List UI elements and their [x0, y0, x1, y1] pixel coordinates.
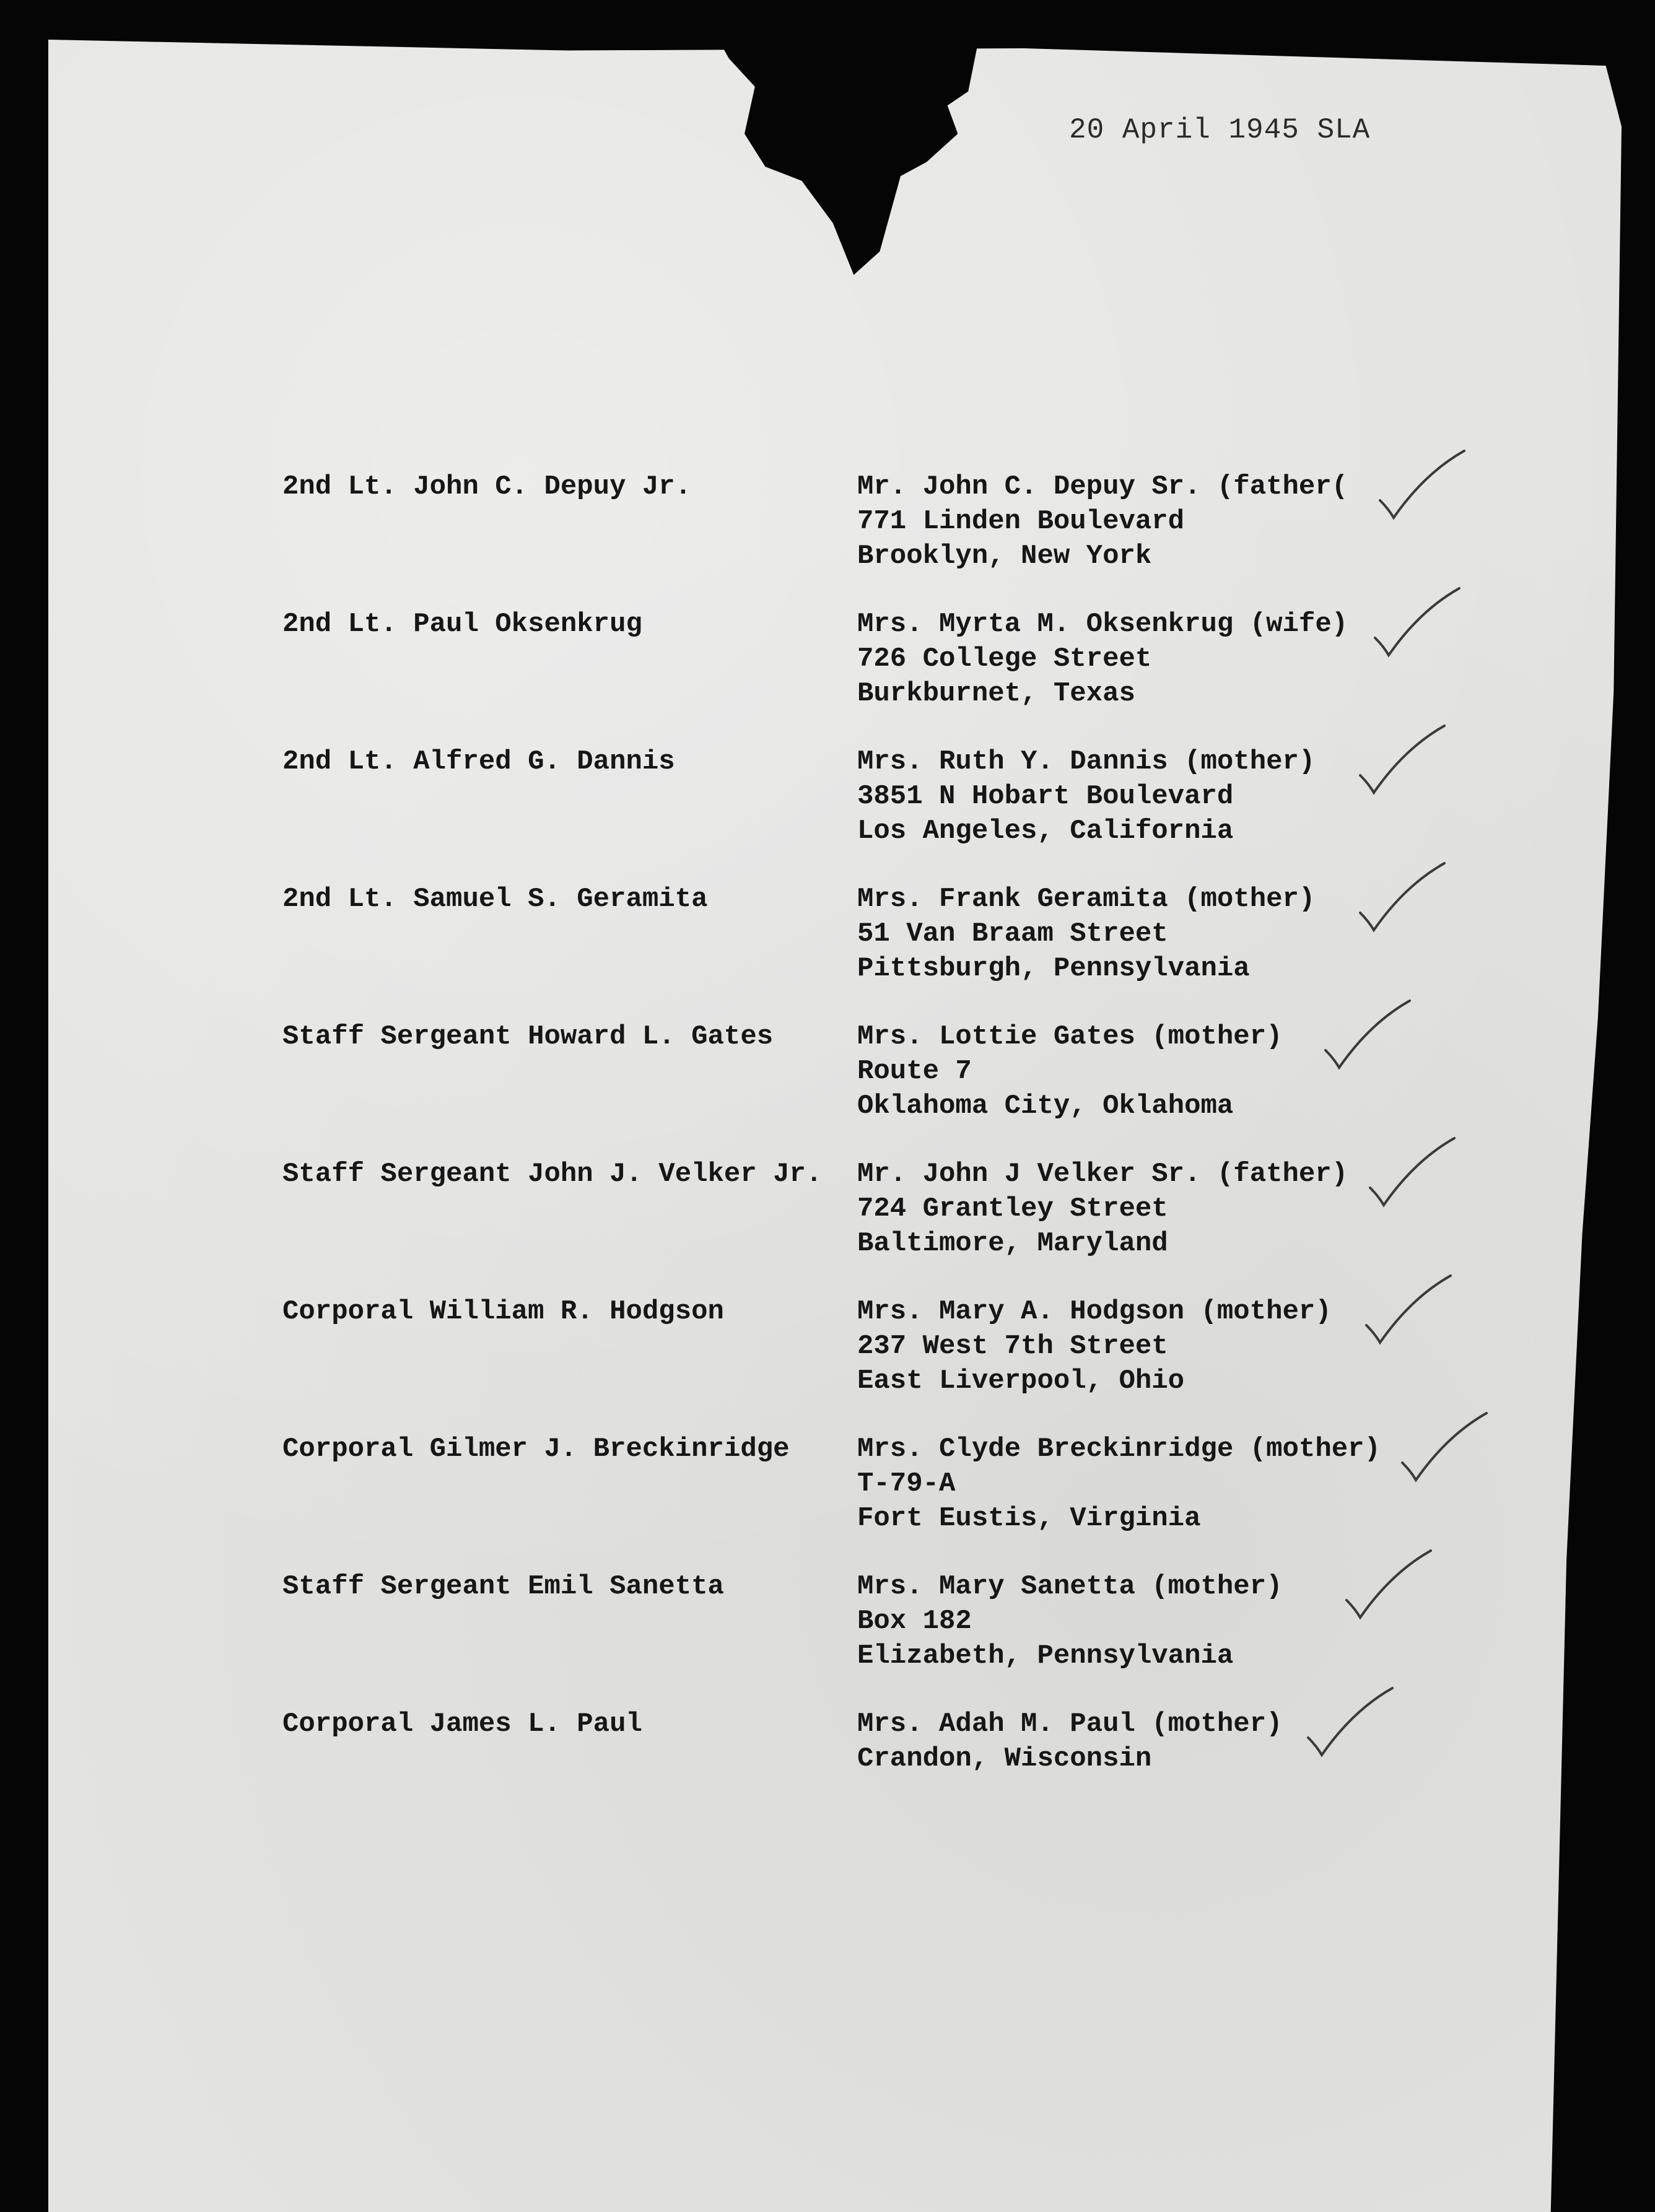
check-mark-icon: [1371, 448, 1470, 523]
kin-city: Baltimore, Maryland: [857, 1228, 1168, 1259]
casualty-list: [282, 469, 1496, 1844]
kin-address: 771 Linden Boulevard: [857, 506, 1185, 537]
soldier-name: Staff Sergeant John J. Velker Jr.: [282, 1159, 823, 1190]
kin-name: Mrs. Lottie Gates (mother): [857, 1021, 1283, 1052]
soldier-name: 2nd Lt. John C. Depuy Jr.: [282, 471, 692, 502]
kin-address: 724 Grantley Street: [857, 1193, 1168, 1224]
list-entry: [282, 1019, 1496, 1157]
soldier-name: Corporal William R. Hodgson: [282, 1296, 724, 1327]
list-entry: [282, 1432, 1496, 1569]
list-entry: [282, 744, 1496, 882]
kin-city: Pittsburgh, Pennsylvania: [857, 953, 1250, 984]
kin-address: 51 Van Braam Street: [857, 918, 1168, 949]
kin-address: 237 West 7th Street: [857, 1331, 1168, 1362]
soldier-name: Corporal Gilmer J. Breckinridge: [282, 1434, 790, 1465]
kin-address: T-79-A: [857, 1468, 956, 1499]
next-of-kin: [857, 1569, 1496, 1707]
check-mark-icon: [1394, 1411, 1493, 1485]
list-entry: [282, 1294, 1496, 1432]
document-date: 20 April 1945 SLA: [1069, 114, 1371, 146]
kin-city: Oklahoma City, Oklahoma: [857, 1091, 1234, 1121]
soldier-name: Staff Sergeant Emil Sanetta: [282, 1571, 724, 1602]
kin-name: Mrs. Mary Sanetta (mother): [857, 1571, 1283, 1602]
soldier-name: Staff Sergeant Howard L. Gates: [282, 1021, 774, 1052]
kin-name: Mrs. Mary A. Hodgson (mother): [857, 1296, 1332, 1327]
check-mark-icon: [1361, 1136, 1461, 1210]
check-mark-icon: [1338, 1548, 1437, 1622]
kin-name: Mrs. Clyde Breckinridge (mother): [857, 1434, 1381, 1465]
kin-city: Los Angeles, California: [857, 816, 1234, 847]
kin-city: Brooklyn, New York: [857, 541, 1152, 572]
kin-city: Fort Eustis, Virginia: [857, 1503, 1201, 1534]
soldier-name: 2nd Lt. Alfred G. Dannis: [282, 746, 675, 777]
list-entry: [282, 607, 1496, 744]
kin-address: Route 7: [857, 1056, 972, 1087]
check-mark-icon: [1352, 861, 1451, 935]
kin-name: Mrs. Adah M. Paul (mother): [857, 1709, 1283, 1740]
check-mark-icon: [1366, 586, 1465, 660]
kin-address: Box 182: [857, 1606, 972, 1637]
soldier-name: 2nd Lt. Paul Oksenkrug: [282, 609, 642, 640]
check-mark-icon: [1358, 1273, 1457, 1348]
list-entry: [282, 469, 1496, 607]
kin-name: Mr. John C. Depuy Sr. (father(: [857, 471, 1348, 502]
kin-address: 3851 N Hobart Boulevard: [857, 781, 1234, 812]
check-mark-icon: [1317, 998, 1416, 1073]
kin-city: Burkburnet, Texas: [857, 678, 1135, 709]
check-mark-icon: [1299, 1686, 1399, 1760]
next-of-kin: [857, 1707, 1496, 1844]
kin-name: Mrs. Ruth Y. Dannis (mother): [857, 746, 1316, 777]
kin-address: 726 College Street: [857, 643, 1152, 674]
kin-name: Mrs. Myrta M. Oksenkrug (wife): [857, 609, 1348, 640]
soldier-name: 2nd Lt. Samuel S. Geramita: [282, 884, 708, 915]
kin-city: East Liverpool, Ohio: [857, 1365, 1185, 1396]
kin-name: Mrs. Frank Geramita (mother): [857, 884, 1316, 915]
soldier-name: Corporal James L. Paul: [282, 1709, 642, 1740]
list-entry: [282, 1157, 1496, 1294]
list-entry: [282, 882, 1496, 1019]
kin-city: Elizabeth, Pennsylvania: [857, 1640, 1234, 1671]
kin-city: Crandon, Wisconsin: [857, 1743, 1152, 1774]
check-mark-icon: [1352, 723, 1451, 798]
list-entry: [282, 1707, 1496, 1844]
kin-name: Mr. John J Velker Sr. (father): [857, 1159, 1348, 1190]
